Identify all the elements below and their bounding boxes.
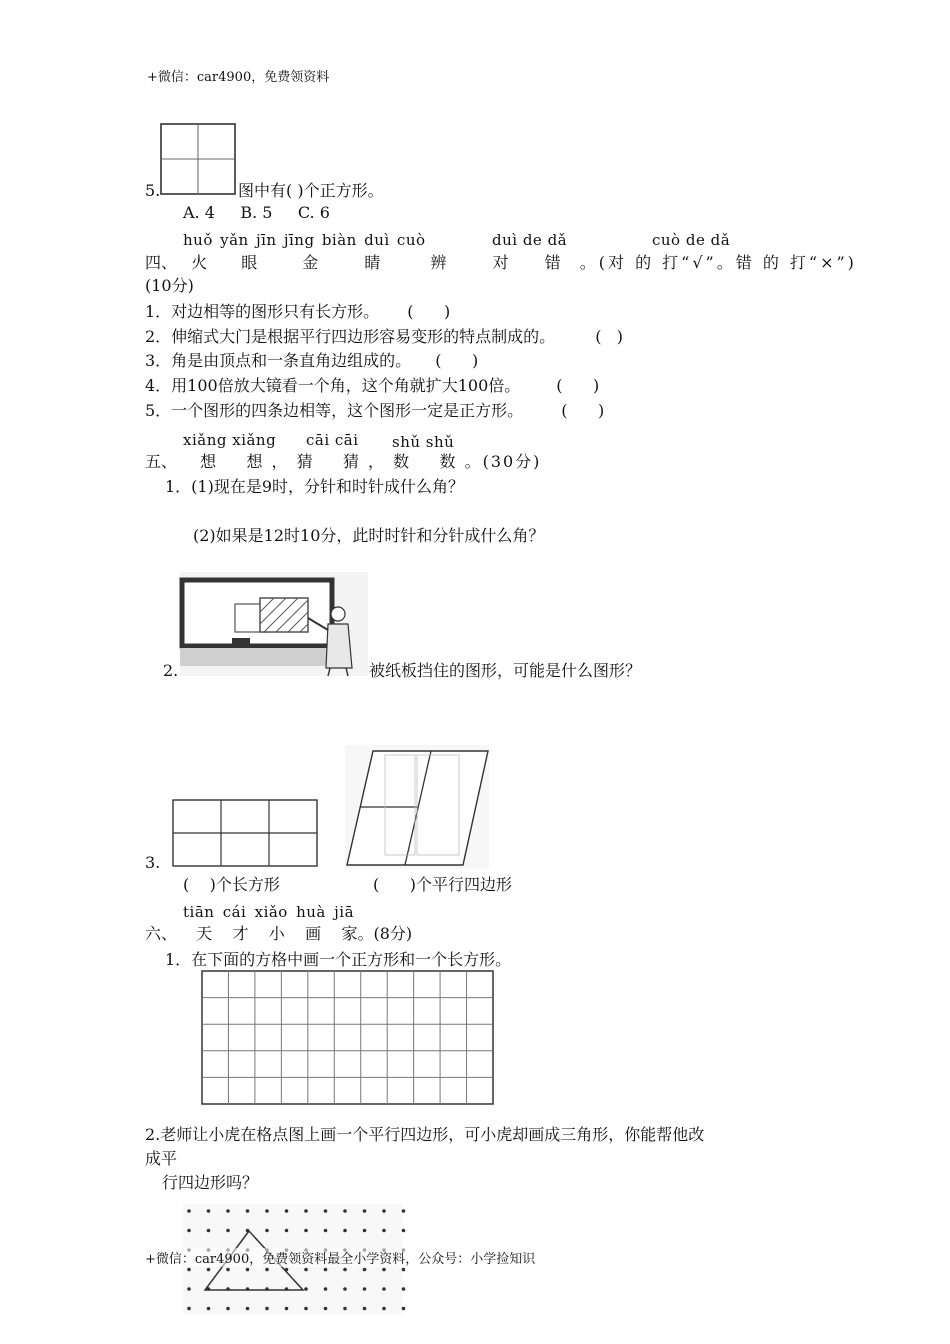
section6-title <box>145 921 412 944</box>
grid-dot <box>382 1229 386 1233</box>
section4-char: 眼 <box>241 253 258 272</box>
grid-dot <box>304 1307 308 1311</box>
grid-dot <box>363 1209 367 1213</box>
judge-item <box>145 302 450 322</box>
grid-dot <box>207 1268 211 1272</box>
judge-blank[interactable]: ( ) <box>435 351 479 370</box>
grid-dot <box>226 1229 230 1233</box>
grid-dot <box>265 1307 269 1311</box>
s5-q3-para-answer[interactable]: ( )个平行四边形 <box>373 875 513 894</box>
grid-dot <box>382 1268 386 1272</box>
section6-pinyin: tiān cái xiǎo huà jiā <box>183 903 355 921</box>
section4-char: 错 <box>544 253 561 272</box>
judge-item-text: 3．角是由顶点和一条直角边组成的。 <box>145 351 412 370</box>
q5-square-figure <box>160 123 240 197</box>
s5-q3-number: 3. <box>145 853 161 872</box>
grid-dot <box>402 1209 406 1213</box>
drawing-grid[interactable] <box>201 970 495 1106</box>
s5-q1-part2: (2)如果是12时10分，此时时针和分针成什么角？ <box>193 526 545 545</box>
grid-dot <box>187 1229 191 1233</box>
section5-pinyin: cāi cāi <box>306 431 359 449</box>
section5-pinyin: xiǎng xiǎng <box>183 431 277 449</box>
grid-dot <box>246 1307 250 1311</box>
grid-dot <box>363 1268 367 1272</box>
section4-points: (10分) <box>145 276 194 295</box>
grid-dot <box>324 1268 328 1272</box>
grid-dot <box>343 1307 347 1311</box>
grid-dot <box>246 1209 250 1213</box>
s5-q3-rect-answer[interactable]: ( )个长方形 <box>183 875 280 894</box>
grid-dot <box>324 1229 328 1233</box>
grid-dot <box>402 1287 406 1291</box>
q5-number: 5. <box>145 181 161 200</box>
grid-dot <box>324 1287 328 1291</box>
grid-dot <box>207 1209 211 1213</box>
judge-item <box>145 401 604 421</box>
grid-dot <box>187 1268 191 1272</box>
section5-title-text: 想 想 ， 猜 猜 ， 数 数 。(30分) <box>200 452 542 471</box>
grid-dot <box>187 1307 191 1311</box>
grid-dot <box>304 1229 308 1233</box>
section4-char: 睛 <box>364 253 381 272</box>
section6-numeral: 六、 <box>145 924 178 943</box>
grid-dot <box>226 1209 230 1213</box>
judge-item <box>145 376 599 396</box>
grid-dot <box>304 1209 308 1213</box>
section6-title-text: 天 才 小 画 家。(8分) <box>196 924 413 943</box>
section4-pinyin-left: huǒ yǎn jīn jīng biàn duì cuò <box>183 231 426 249</box>
s6-q2-line1: 2.老师让小虎在格点图上画一个平行四边形，可小虎却画成三角形，你能帮他改 <box>145 1125 705 1144</box>
rectangle-grid-figure <box>172 799 320 869</box>
section4-char: 辨 <box>430 253 447 272</box>
section4-numeral: 四、 <box>145 253 178 272</box>
judge-item-text: 4．用100倍放大镜看一个角，这个角就扩大100倍。 <box>145 376 521 395</box>
grid-dot <box>304 1268 308 1272</box>
grid-dot <box>324 1209 328 1213</box>
judge-blank[interactable]: ( ) <box>407 302 451 321</box>
section5-numeral: 五、 <box>145 452 178 471</box>
grid-dot <box>285 1307 289 1311</box>
grid-dot <box>363 1307 367 1311</box>
grid-dot <box>265 1209 269 1213</box>
grid-dot <box>363 1287 367 1291</box>
grid-dot <box>207 1229 211 1233</box>
judge-item <box>145 351 478 371</box>
judge-blank[interactable]: ( ) <box>595 327 623 346</box>
s6-q2-line3: 行四边形吗？ <box>162 1173 259 1192</box>
section4-char: 金 <box>302 253 319 272</box>
section4-title <box>145 250 857 273</box>
grid-dot <box>187 1209 191 1213</box>
grid-dot <box>324 1307 328 1311</box>
grid-dot <box>207 1307 211 1311</box>
grid-dot <box>343 1229 347 1233</box>
judge-item-text: 5．一个图形的四条边相等，这个图形一定是正方形。 <box>145 401 524 420</box>
section4-pinyin-mid: duì de dǎ <box>492 231 568 249</box>
grid-dot <box>265 1268 269 1272</box>
header-watermark: +微信：car4900，免费领资料 <box>147 70 330 85</box>
judge-item <box>145 327 623 347</box>
grid-dot <box>246 1268 250 1272</box>
grid-dot <box>402 1307 406 1311</box>
grid-dot <box>343 1268 347 1272</box>
grid-dot <box>226 1307 230 1311</box>
s6-q2-line2: 成平 <box>145 1149 178 1168</box>
grid-dot <box>382 1307 386 1311</box>
grid-dot <box>363 1229 367 1233</box>
judge-item-text: 1．对边相等的图形只有长方形。 <box>145 302 380 321</box>
q5-question: 图中有( )个正方形。 <box>238 181 384 200</box>
grid-dot <box>285 1229 289 1233</box>
section4-instruction: 。(对 的 打“√”。错 的 打“×”) <box>579 253 857 272</box>
judge-blank[interactable]: ( ) <box>561 401 605 420</box>
grid-dot <box>343 1287 347 1291</box>
grid-dot <box>285 1209 289 1213</box>
judge-blank[interactable]: ( ) <box>556 376 600 395</box>
grid-dot <box>382 1209 386 1213</box>
section4-pinyin-right: cuò de dǎ <box>652 231 731 249</box>
s5-q2-question: 被纸板挡住的图形，可能是什么图形？ <box>369 661 642 680</box>
section5-title <box>145 449 541 472</box>
grid-dot <box>304 1287 308 1291</box>
grid-dot <box>402 1268 406 1272</box>
grid-dot <box>382 1287 386 1291</box>
grid-dot <box>343 1209 347 1213</box>
blackboard-illustration <box>180 572 370 677</box>
grid-dot <box>265 1229 269 1233</box>
section4-char: 对 <box>492 253 509 272</box>
parallelogram-figure <box>345 745 490 870</box>
q5-options: A. 4 B. 5 C. 6 <box>183 203 330 222</box>
grid-dot <box>187 1287 191 1291</box>
grid-dot <box>402 1229 406 1233</box>
s5-q1-part1: 1．(1)现在是9时，分针和时针成什么角？ <box>165 477 465 496</box>
section5-pinyin: shǔ shǔ <box>392 433 455 451</box>
s6-q1-question: 1．在下面的方格中画一个正方形和一个长方形。 <box>165 950 512 969</box>
s5-q2-number: 2. <box>163 661 179 680</box>
judge-item-text: 2．伸缩式大门是根据平行四边形容易变形的特点制成的。 <box>145 327 556 346</box>
grid-dot <box>226 1268 230 1272</box>
footer-watermark: +微信：car4900，免费领资料最全小学资料，公众号：小学捡知识 <box>145 1248 535 1267</box>
section4-char: 火 <box>191 253 208 272</box>
